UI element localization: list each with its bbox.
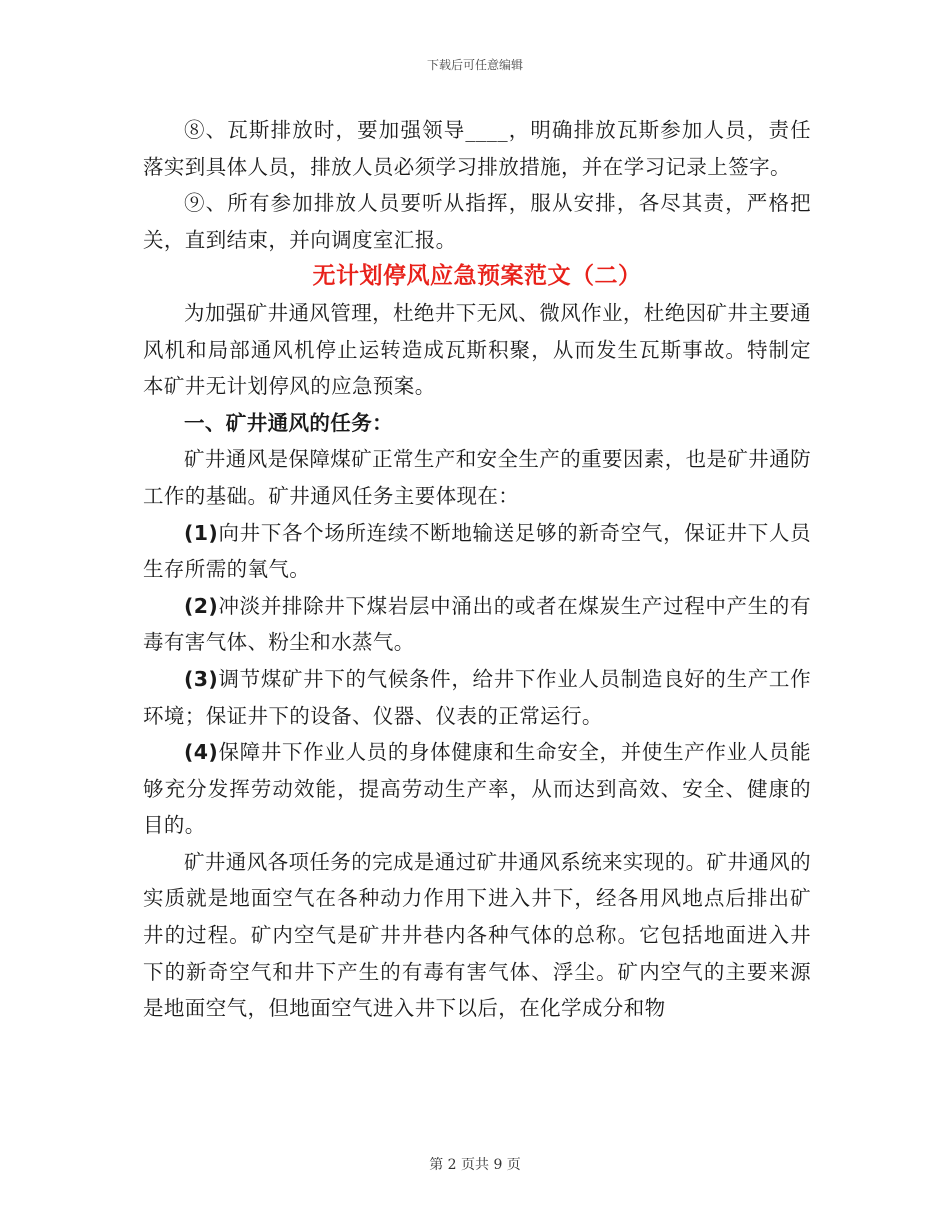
list-item [143,734,811,844]
list-item [143,515,811,588]
intro-paragraph: 为加强矿井通风管理，杜绝井下无风、微风作业，杜绝因矿井主要通风机和局部通风机停止运转造成瓦斯积聚，从而发生瓦斯事故。特制定本矿井无计划停风的应急预案。 [143,300,811,399]
list-item-number: (1) [184,520,219,545]
page-header: 下载后可任意编辑 [426,58,523,72]
paragraph-item-8: ⑧、瓦斯排放时，要加强领导____，明确排放瓦斯参加人员，责任落实到具体人员，排放人员必须学习排放措施，并在学习记录上签字。 [143,118,811,179]
list-item-text: 保障井下作业人员的身体健康和生命安全，并使生产作业人员能够充分发挥劳动效能，提高劳动生产率，从而达到高效、安全、健康的目的。 [143,740,811,838]
list-item-text: 调节煤矿井下的气候条件，给井下作业人员制造良好的生产工作环境；保证井下的设备、仪器、仪表的正常运行。 [143,666,811,728]
list-item [143,661,811,734]
list-item-text: 冲淡并排除井下煤岩层中涌出的或者在煤炭生产过程中产生的有毒有害气体、粉尘和水蒸气。 [143,593,811,655]
list-item-number: (3) [184,666,219,691]
system-paragraph: 矿井通风各项任务的完成是通过矿井通风系统来实现的。矿井通风的实质就是地面空气在各种动力作用下进入井下，经各用风地点后排出矿井的过程。矿内空气是矿井井巷内各种气体的总称。它包括地面进入井下的新奇空气和井下产生的有毒有害气体、浮尘。矿内空气的主要来源是地面空气，但地面空气进入井下以后，在化学成分和物 [143,849,811,1021]
list-item-number: (4) [184,740,219,765]
list-item [143,588,811,661]
document-body [143,112,811,1027]
section-heading-1: 一、矿井通风的任务： [184,410,393,435]
list-item-number: (2) [184,593,219,618]
task-paragraph: 矿井通风是保障煤矿正常生产和安全生产的重要因素，也是矿井通防工作的基础。矿井通风任务主要体现在： [143,447,811,508]
list-item-text: 向井下各个场所连续不断地输送足够的新奇空气，保证井下人员生存所需的氧气。 [143,520,811,582]
section-title: 无计划停风应急预案范文（二） [312,262,642,290]
page-footer: 第 2 页共 9 页 [429,1157,521,1173]
paragraph-item-9: ⑨、所有参加排放人员要听从指挥，服从安排，各尽其责，严格把关，直到结束，并向调度室汇报。 [143,191,811,252]
